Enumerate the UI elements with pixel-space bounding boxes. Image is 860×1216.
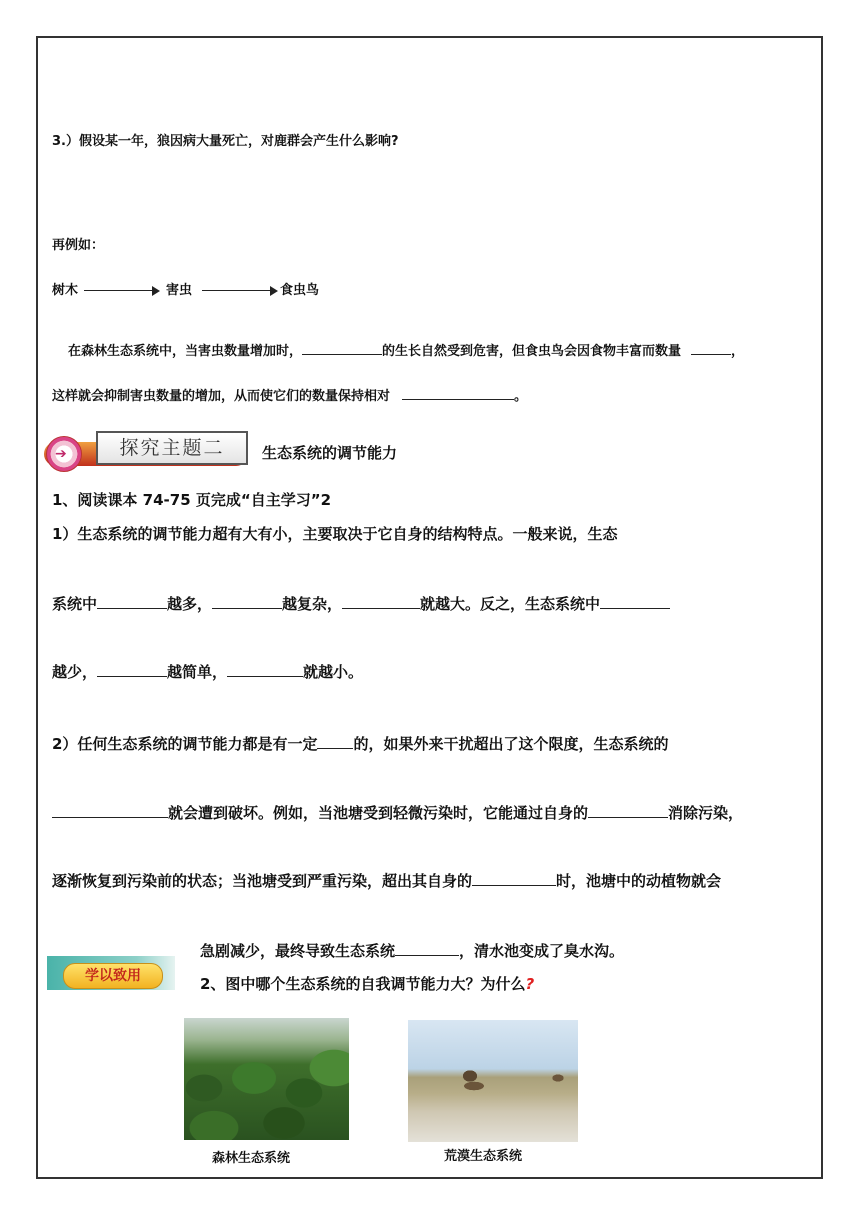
chain-node-bird: 食虫鸟: [280, 283, 320, 298]
text: 越复杂，: [282, 595, 343, 613]
section-2-line-3: [52, 870, 721, 891]
text: 逐渐恢复到污染前的状态；当池塘受到严重污染，超出其自身的: [52, 872, 473, 890]
fill-blank[interactable]: [227, 662, 303, 677]
example-label: 再例如：: [52, 238, 105, 253]
text: 越简单，: [167, 663, 228, 681]
text: 就越大。反之，生态系统中: [420, 595, 601, 613]
question-3: 3.）假设某一年，狼因病大量死亡，对鹿群会产生什么影响?: [52, 134, 399, 149]
text: 2、图中哪个生态系统的自我调节能力大？为什么: [200, 975, 526, 993]
fill-blank[interactable]: [600, 594, 670, 609]
text: 的生长自然受到危害，但食虫鸟会因食物丰富而数量: [382, 344, 682, 359]
text: 这样就会抑制害虫数量的增加，从而使它们的数量保持相对: [52, 389, 391, 404]
text: 就越小。: [303, 663, 364, 681]
section-1-line-3: [52, 661, 363, 682]
food-chain: [52, 279, 319, 298]
chain-node-tree: 树木: [52, 283, 79, 298]
chain-node-pest: 害虫: [166, 283, 193, 298]
section-2-line-4: [200, 940, 624, 961]
text: 越多，: [167, 595, 213, 613]
text: ，: [731, 344, 745, 359]
section-2-line-1: [52, 733, 668, 754]
text: 就会遭到破坏。例如，当池塘受到轻微污染时，它能通过自身的: [168, 804, 589, 822]
section-1-line-1: 1）生态系统的调节能力超有大有小，主要取决于它自身的结构特点。一般来说，生态: [52, 525, 618, 543]
text: 2）任何生态系统的调节能力都是有一定: [52, 735, 318, 753]
text: 在森林生态系统中，当害虫数量增加时，: [68, 344, 303, 359]
topic-2-badge-label: 探究主题二: [96, 431, 248, 465]
arrow-circle-icon: ➔: [46, 436, 82, 472]
text: ，清水池变成了臭水沟。: [459, 942, 625, 960]
apply-question: [200, 973, 534, 994]
text: 的，如果外来干扰超出了这个限度，生态系统的: [353, 735, 669, 753]
question-mark: ?: [525, 975, 535, 993]
fill-blank[interactable]: [588, 803, 668, 818]
reading-instruction: 1、阅读课本 74-75 页完成“自主学习”2: [52, 491, 332, 509]
apply-badge: [47, 950, 175, 996]
desert-ecosystem-photo: [408, 1020, 578, 1142]
forest-ecosystem-photo: [184, 1018, 349, 1140]
section-1-line-2: [52, 593, 670, 614]
fill-blank[interactable]: [97, 662, 167, 677]
section-2-line-2: [52, 802, 743, 823]
text: 系统中: [52, 595, 98, 613]
fill-blank[interactable]: [52, 803, 168, 818]
fill-blank[interactable]: [317, 734, 353, 749]
text: 越少，: [52, 663, 98, 681]
text: 急剧减少，最终导致生态系统: [200, 942, 396, 960]
fill-blank[interactable]: [691, 340, 731, 355]
arrow-icon: [202, 286, 278, 296]
fill-blank[interactable]: [402, 385, 514, 400]
topic-2-badge: [44, 428, 248, 468]
topic-2-title: 生态系统的调节能力: [262, 444, 398, 462]
text: 消除污染，: [668, 804, 744, 822]
text: 。: [514, 389, 528, 404]
paragraph-1-line-1: [68, 340, 744, 359]
fill-blank[interactable]: [342, 594, 420, 609]
fill-blank[interactable]: [212, 594, 282, 609]
forest-caption: 森林生态系统: [212, 1151, 291, 1166]
arrow-icon: [84, 286, 160, 296]
desert-caption: 荒漠生态系统: [444, 1149, 523, 1164]
apply-badge-label: 学以致用: [63, 963, 163, 989]
text: 时，池塘中的动植物就会: [556, 872, 722, 890]
paragraph-1-line-2: [52, 385, 527, 404]
fill-blank[interactable]: [97, 594, 167, 609]
fill-blank[interactable]: [395, 941, 459, 956]
fill-blank[interactable]: [302, 340, 382, 355]
fill-blank[interactable]: [472, 871, 556, 886]
